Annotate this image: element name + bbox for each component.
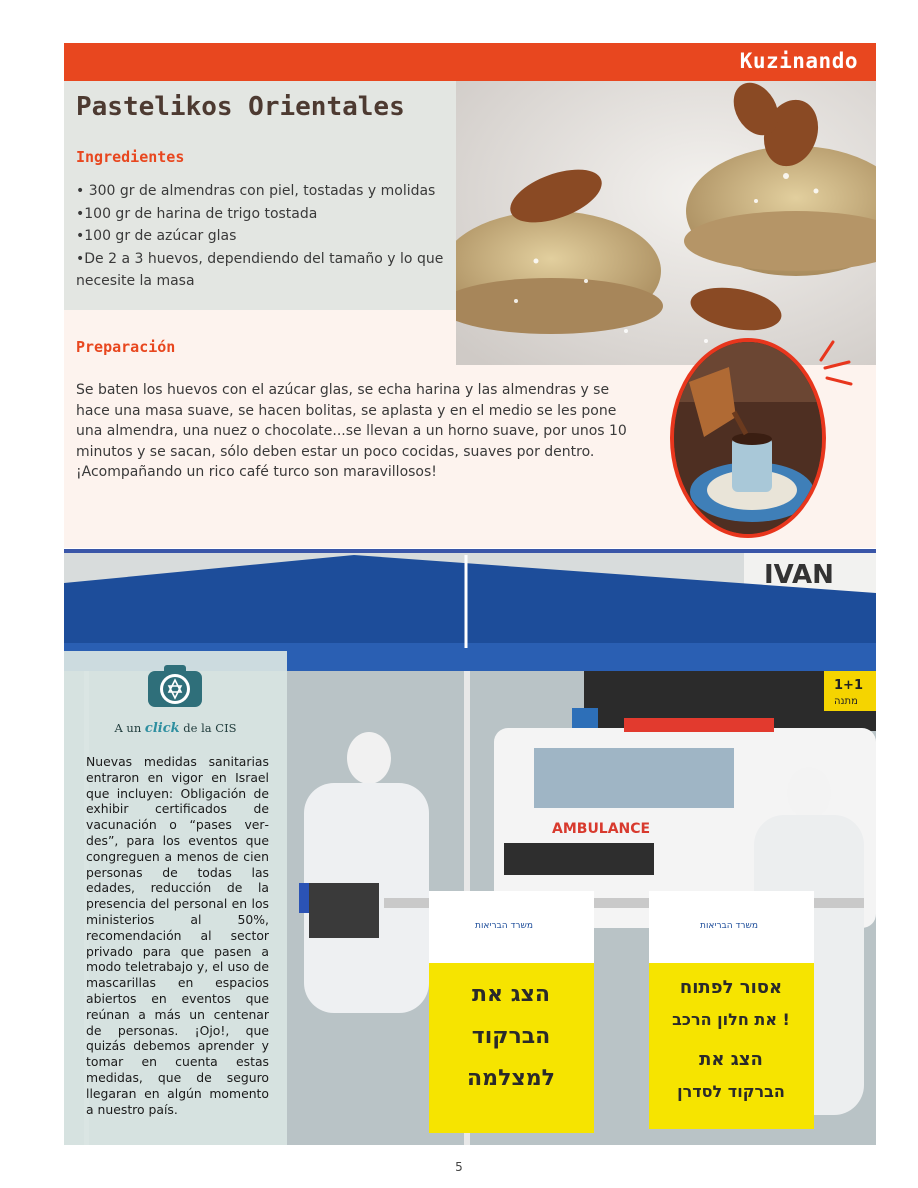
ingredients-list	[76, 180, 451, 293]
cis-caption-click: click	[144, 721, 180, 736]
highlight-burst-icon	[815, 338, 855, 388]
preparation-text	[76, 380, 636, 483]
sign-left-line-2: הברקוד	[471, 1024, 551, 1049]
sign-left-line-1: הצג את	[471, 982, 551, 1007]
preparation-paragraph: Se baten los huevos con el azúcar glas, se echa harina y las almendras y se hace una masa suave, se hacen bolitas, se aplasta y en el medio se les pone una almendra, una nuez o chocolate...se llevan a un horno suave, por unos 10 minutos y se sacan, sólo deben estar un poco cocidas, suaves por dentro.	[76, 382, 627, 460]
cis-news-text: Nuevas medidas sanitarias entraron en vigor en Israel que incluyen: Obligación de exhibir certificados de vacunación o “pases verdes”, para los eventos que congreguen a menos de cien personas de todas las edades, reducción de la presencia del personal en los ministerios al 50%, recomendación al sector privado para que pasen a modo teletrabajo y, el uso de mascarillas en espacios abiertos en eventos que reúnan a más un centenar de personas. ¡Ojo!, que quizás debemos aprender y tomar en cuenta estas medidas, que de seguro llegaran en algún momento a nuestro país.	[86, 754, 269, 1117]
ingredient-item: • 300 gr de almendras con piel, tostadas y molidas	[76, 183, 436, 199]
camera-star-icon	[146, 663, 204, 709]
preparation-paragraph: ¡Acompañando un rico café turco son maravillosos!	[76, 464, 437, 480]
cis-caption-suffix: de la CIS	[179, 721, 237, 735]
ministry-label-left: משרד הבריאות	[475, 921, 533, 931]
cis-caption-prefix: A un	[114, 721, 145, 735]
offer-sign-text: 1+1	[834, 678, 863, 693]
ingredient-item: •100 gr de azúcar glas	[76, 228, 237, 244]
ingredients-heading: Ingredientes	[76, 148, 185, 166]
sign-right-line-2: את חלון הרכב !	[672, 1010, 790, 1029]
section-title: Kuzinando	[739, 49, 858, 73]
offer-sign-sub: מתנה	[834, 696, 858, 707]
turkish-coffee-photo	[670, 338, 826, 538]
sign-right-line-1: אסור לפתוח	[679, 977, 783, 998]
sign-left-line-3: למצלמה	[467, 1066, 555, 1091]
recipe-title: Pastelikos Orientales	[76, 92, 405, 122]
sign-right-line-3: הצג את	[699, 1049, 763, 1070]
sign-right-line-4: הברקוד לסדרן	[677, 1082, 785, 1101]
pastry-photo	[456, 81, 876, 365]
ambulance-label: AMBULANCE	[552, 821, 651, 837]
section-header-bar	[64, 43, 876, 81]
page-number: 5	[455, 1160, 463, 1174]
ministry-label-right: משרד הבריאות	[700, 921, 758, 931]
ingredient-item: •100 gr de harina de trigo tostada	[76, 205, 318, 222]
cis-info-panel	[64, 651, 287, 1145]
cis-caption	[64, 721, 287, 736]
ingredient-item: •De 2 a 3 huevos, dependiendo del tamaño y lo que necesite la masa	[76, 250, 444, 289]
store-sign-text: IVAN	[764, 560, 834, 590]
preparation-heading: Preparación	[76, 338, 176, 356]
